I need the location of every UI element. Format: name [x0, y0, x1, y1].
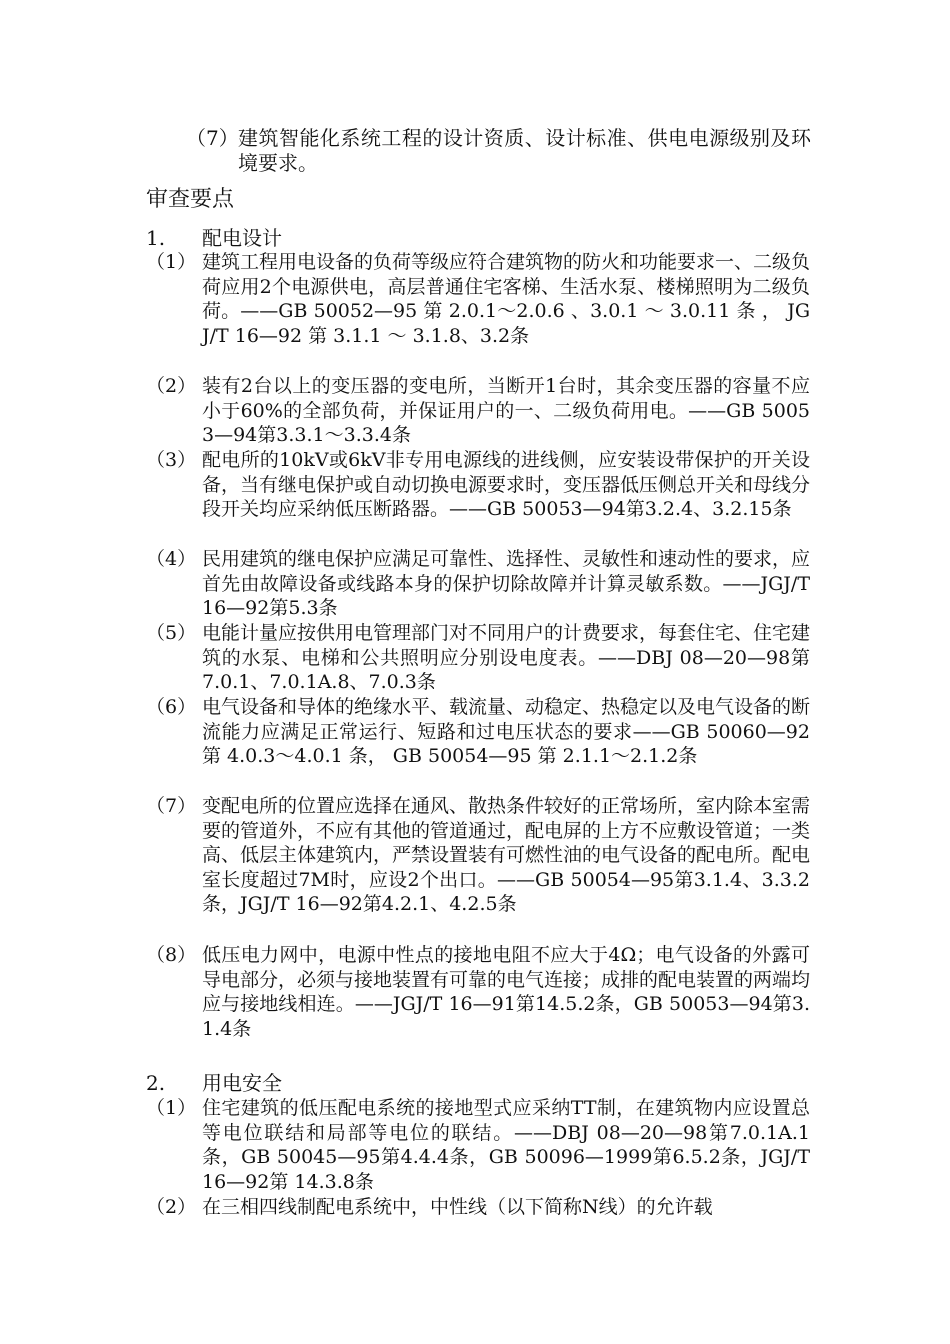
item-text: 在三相四线制配电系统中，中性线（以下简称N线）的允许载 — [202, 1196, 713, 1218]
intro-paragraph — [186, 126, 811, 176]
item-text: 装有2台以上的变压器的变电所，当断开1台时，其余变压器的容量不应小于60%的全部负荷，并保证用户的一、二级负荷用电。——GB 50053—94第3.3.1～3.3.4条 — [202, 375, 810, 447]
intro-number: （7） — [186, 126, 239, 150]
section-title-text: 用电安全 — [202, 1071, 282, 1095]
item-text: 民用建筑的继电保护应满足可靠性、选择性、灵敏性和速动性的要求，应首先由故障设备或线路本身的保护切除故障并计算灵敏系数。——JGJ/T 16—92第5.3条 — [202, 548, 811, 620]
list-item — [146, 794, 810, 917]
item-text: 电能计量应按供用电管理部门对不同用户的计费要求，每套住宅、住宅建筑的水泵、电梯和公共照明应分别设电度表。——DBJ 08—20—98第7.0.1、7.0.1A.8、7.0.3条 — [202, 622, 811, 694]
list-item — [146, 374, 810, 448]
list-item — [146, 250, 810, 348]
item-number: （8） — [146, 944, 197, 966]
section-number: 1. — [146, 226, 166, 250]
item-number: （5） — [146, 622, 197, 644]
section-title-text: 配电设计 — [202, 226, 282, 250]
item-number: （1） — [146, 251, 197, 273]
list-item — [146, 695, 810, 769]
item-text: 配电所的10kV或6kV非专用电源线的进线侧，应安装设带保护的开关设备，当有继电保护或自动切换电源要求时，变压器低压侧总开关和母线分段开关均应采纳低压断路器。——GB 50053—94第3.2.4、3.2.15条 — [202, 449, 811, 521]
list-item — [146, 1096, 810, 1194]
item-number: （1） — [146, 1097, 197, 1119]
section-title — [146, 1071, 282, 1095]
section-number: 2. — [146, 1071, 166, 1095]
item-text: 低压电力网中，电源中性点的接地电阻不应大于4Ω；电气设备的外露可导电部分，必须与接地装置有可靠的电气连接；成排的配电装置的两端均应与接地线相连。——JGJ/T 16—91第14.5.2条，GB 50053—94第3.1.4条 — [202, 944, 811, 1040]
item-text: 变配电所的位置应选择在通风、散热条件较好的正常场所，室内除本室需要的管道外，不应有其他的管道通过，配电屏的上方不应敷设管道；一类高、低层主体建筑内，严禁设置装有可燃性油的电气设备的配电所。配电室长度超过7M时，应设2个出口。——GB 50054—95第3.1.4、3.3.2条，JGJ/T 16—92第4.2.1、4.2.5条 — [202, 795, 811, 916]
list-item — [146, 943, 810, 1041]
item-number: （2） — [146, 1196, 197, 1218]
item-number: （6） — [146, 696, 197, 718]
list-item — [146, 621, 810, 695]
intro-text: 建筑智能化系统工程的设计资质、设计标准、供电电源级别及环境要求。 — [238, 126, 811, 175]
item-text: 电气设备和导体的绝缘水平、载流量、动稳定、热稳定以及电气设备的断流能力应满足正常运行、短路和过电压状态的要求——GB 50060—92 第 4.0.3～4.0.1 条， GB 50054—95 第 2.1.1～2.1.2条 — [202, 696, 811, 768]
list-item — [146, 547, 810, 621]
item-text: 住宅建筑的低压配电系统的接地型式应采纳TT制，在建筑物内应设置总等电位联结和局部等电位的联结。——DBJ 08—20—98第7.0.1A.1条，GB 50045—95第4.4.4条，GB 50096—1999第6.5.2条，JGJ/T 16—92第 14.3.8条 — [202, 1097, 810, 1193]
item-text: 建筑工程用电设备的负荷等级应符合建筑物的防火和功能要求一、二级负荷应用2个电源供电，高层普通住宅客梯、生活水泵、楼梯照明为二级负荷。——GB 50052—95 第 2.0.1～2.0.6 、3.0.1 ～ 3.0.11 条 ， JGJ/T 16—92 第 3.1.1 ～ 3.1.8、3.2条 — [202, 251, 811, 347]
item-number: （7） — [146, 795, 197, 817]
item-number: （2） — [146, 375, 197, 397]
list-item — [146, 448, 810, 522]
section-title — [146, 226, 282, 250]
item-number: （3） — [146, 449, 197, 471]
list-item — [146, 1195, 810, 1220]
section-heading: 审查要点 — [146, 187, 235, 212]
item-number: （4） — [146, 548, 197, 570]
